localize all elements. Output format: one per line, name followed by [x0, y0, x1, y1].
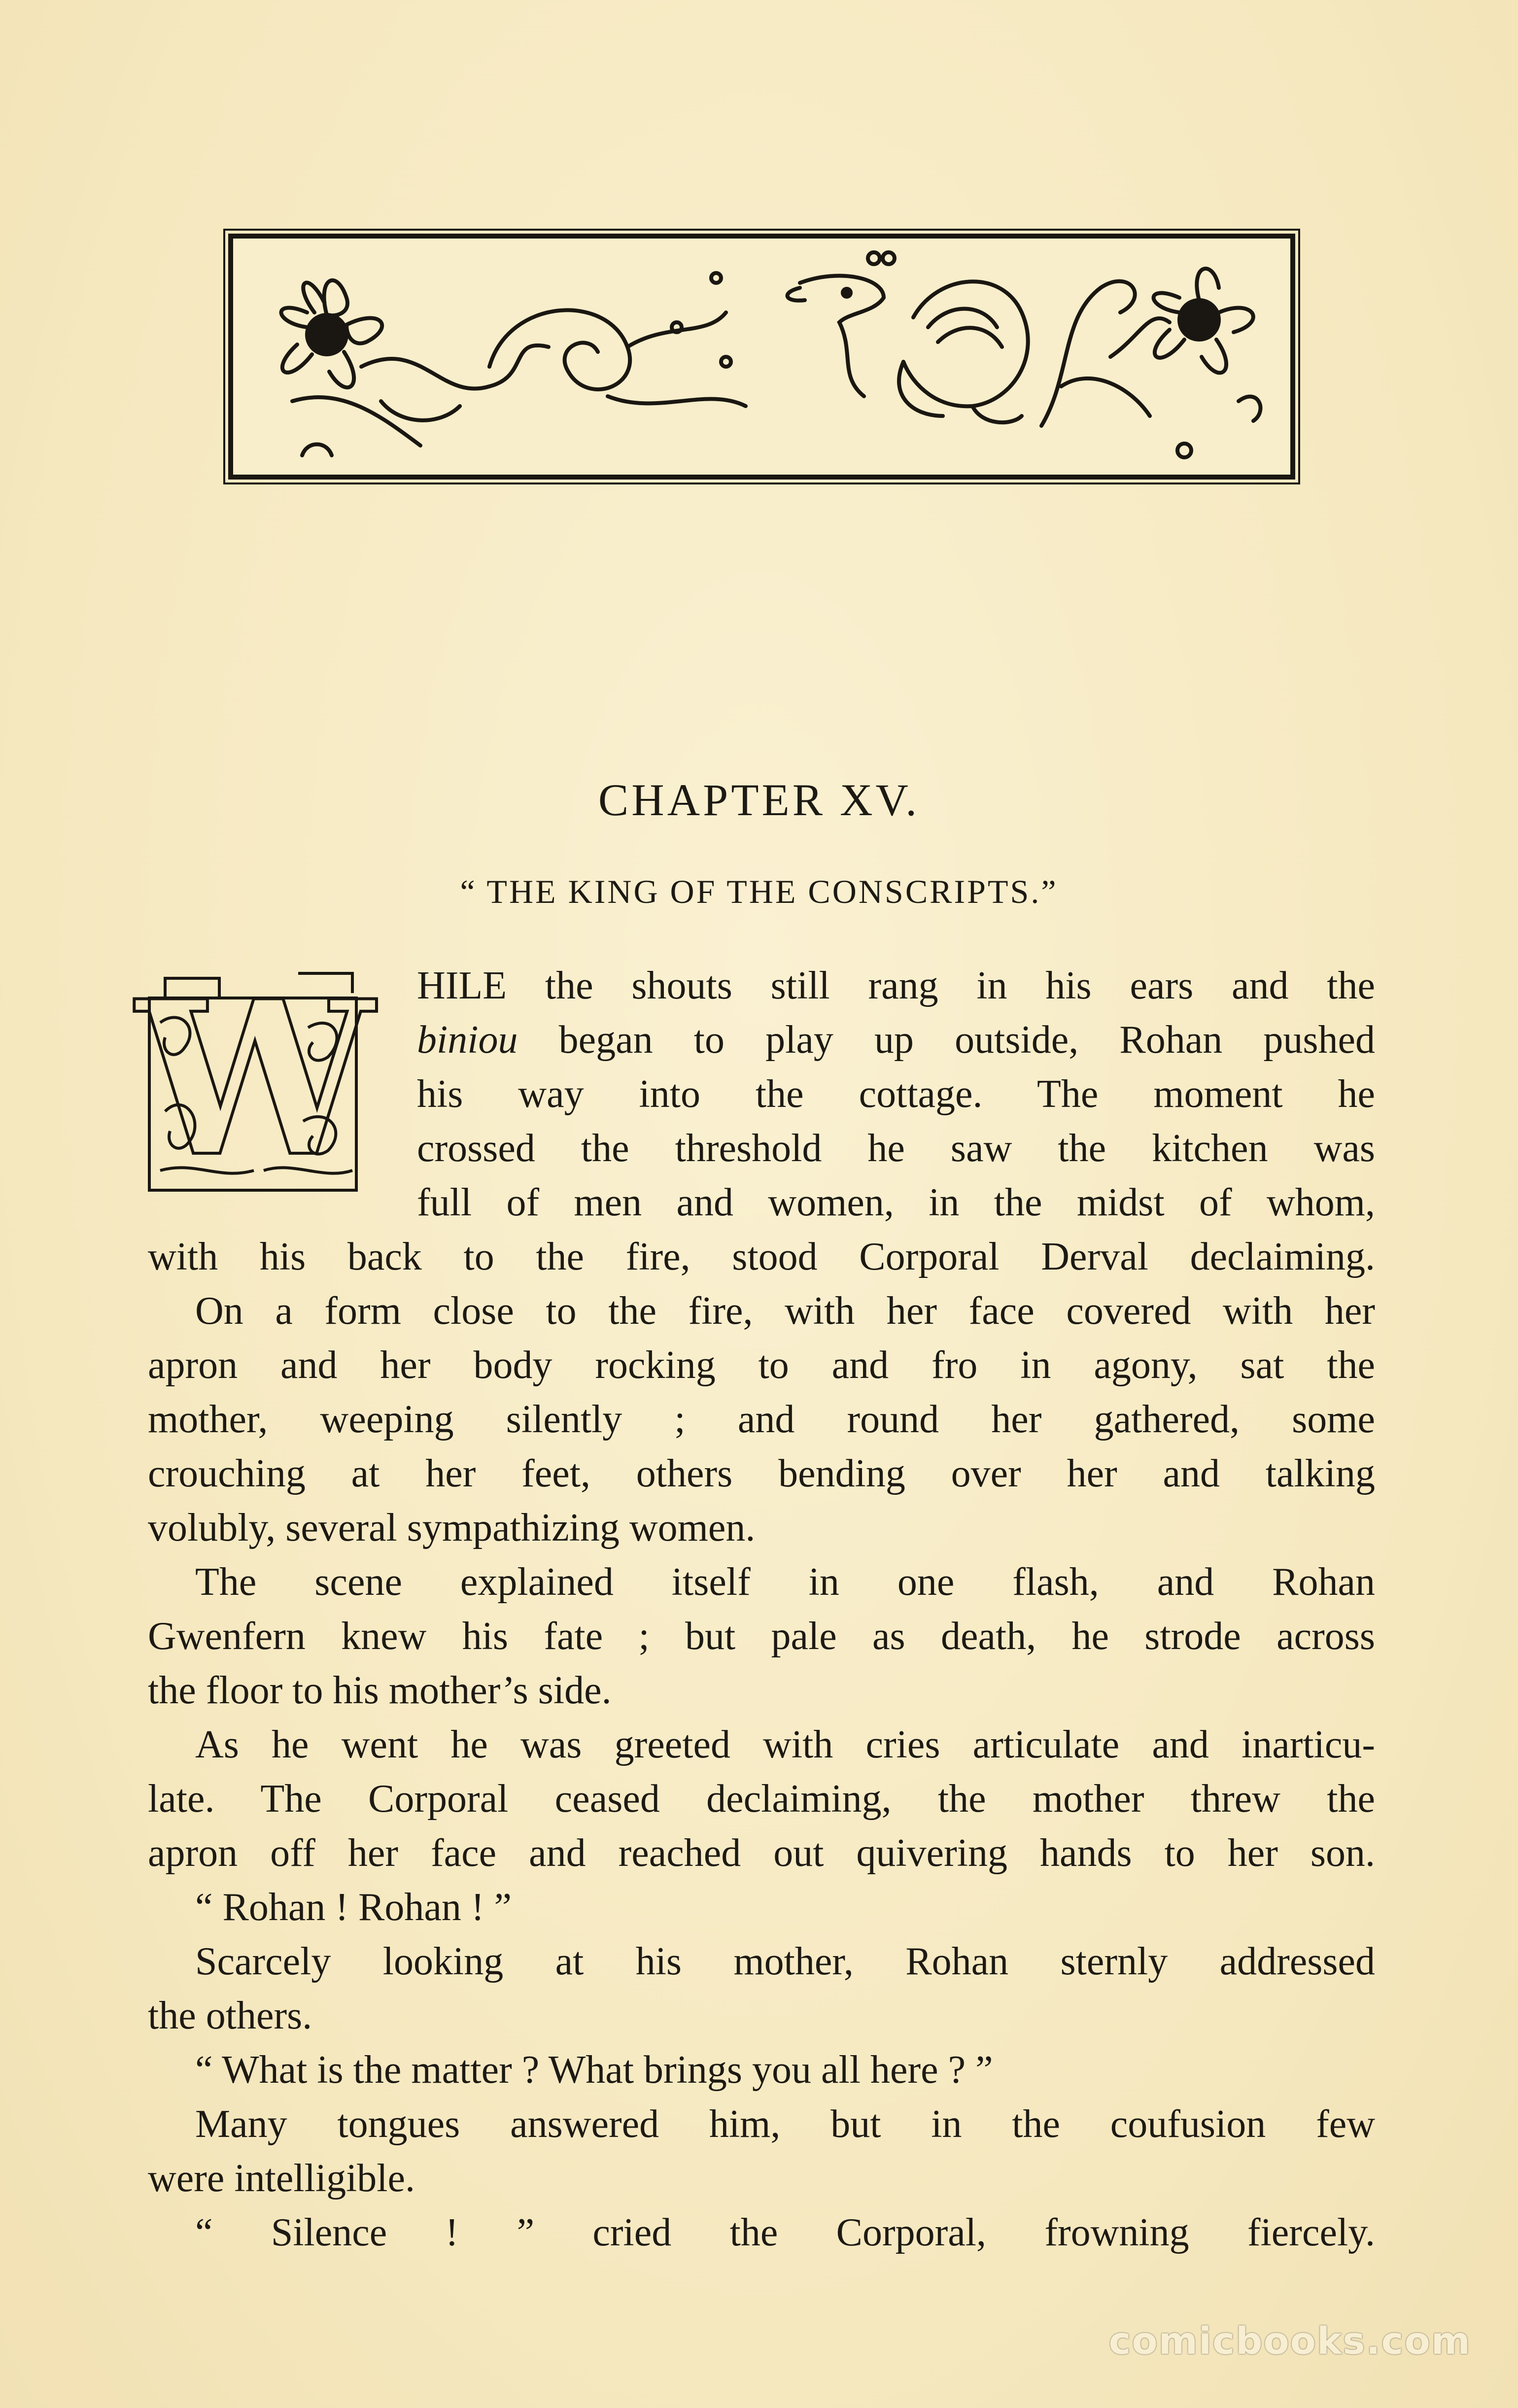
text-line [417, 1013, 1375, 1067]
text-line: On a form close to the fire, with her face covered with her [195, 1289, 1375, 1333]
watermark: comicbooks.com [1108, 2319, 1471, 2363]
text-line: late. The Corporal ceased declaiming, the mother threw the [148, 1777, 1375, 1821]
floral-dragon-ornament-icon [233, 239, 1290, 475]
drop-cap-letter: W [136, 955, 374, 1204]
text-line: HILE the shouts still rang in his ears and the [417, 964, 1375, 1007]
ornamental-headpiece [228, 234, 1295, 480]
text-line: the floor to his mother’s side. [148, 1669, 612, 1712]
text-line: were intelligible. [148, 2157, 415, 2200]
text-line: the others. [148, 1994, 312, 2037]
text-line: his way into the cottage. The moment he [417, 1072, 1375, 1116]
text-line: “ Silence ! ” cried the Corporal, frowning fiercely. [195, 2211, 1375, 2254]
chapter-subtitle: “ THE KING OF THE CONSCRIPTS.” [460, 873, 1058, 910]
text-line: As he went he was greeted with cries articulate and inarticu- [195, 1723, 1375, 1766]
text-line: Scarcely looking at his mother, Rohan sternly addressed [195, 1940, 1375, 1983]
text-line: crouching at her feet, others bending over her and talking [148, 1452, 1375, 1495]
text-line: volubly, several sympathizing women. [148, 1506, 756, 1549]
text-line: apron and her body rocking to and fro in agony, sat the [148, 1343, 1375, 1387]
text-line: mother, weeping silently ; and round her gathered, some [148, 1398, 1375, 1441]
body-text [148, 959, 1375, 2260]
chapter-title: CHAPTER XV. [598, 775, 920, 825]
text-line: The scene explained itself in one flash, and Rohan [195, 1560, 1375, 1604]
text-line: full of men and women, in the midst of whom, [417, 1181, 1375, 1224]
text-line: “ What is the matter ? What brings you all here ? ” [195, 2048, 993, 2092]
text-line: Gwenfern knew his fate ; but pale as death, he strode across [148, 1615, 1375, 1658]
text-line: crossed the threshold he saw the kitchen was [417, 1127, 1375, 1170]
text-line: Many tongues answered him, but in the coufusion few [195, 2102, 1375, 2146]
text-line: apron off her face and reached out quivering hands to her son. [148, 1831, 1375, 1875]
text-line: with his back to the fire, stood Corporal Derval declaiming. [148, 1235, 1375, 1278]
italic-word: biniou [417, 1018, 518, 1062]
text-line-rest: began to play up outside, Rohan pushed [518, 1018, 1375, 1062]
text-line: “ Rohan ! Rohan ! ” [195, 1886, 512, 1929]
